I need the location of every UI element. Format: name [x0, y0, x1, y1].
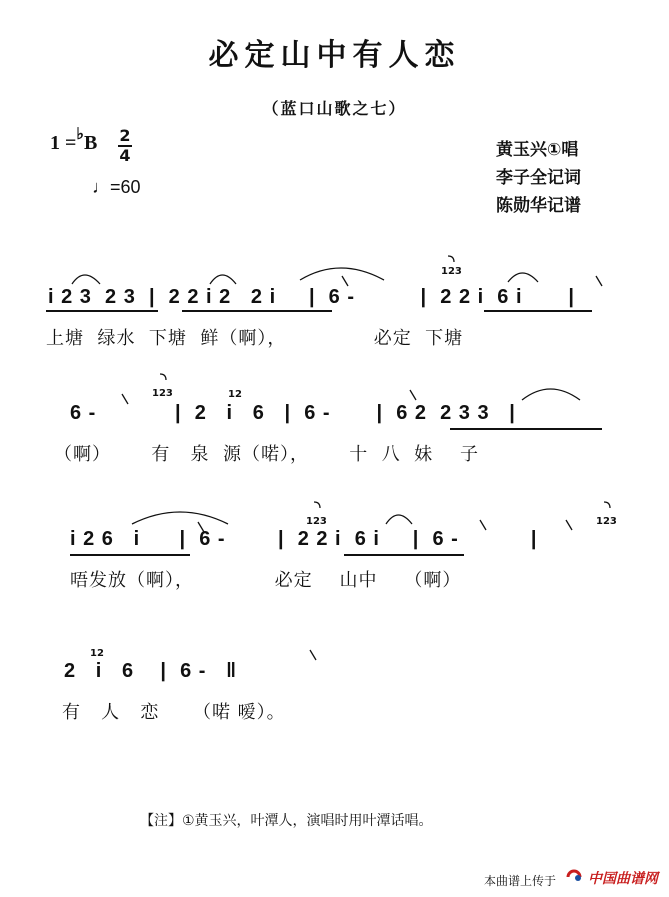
- grace-note: 123: [596, 516, 617, 527]
- grace-note: 12: [228, 389, 242, 400]
- notes-system-2: 6 - | 2 i 6 | 6 - | 6 2 2 3 3 |: [70, 402, 516, 424]
- glide-mark: [198, 522, 204, 532]
- lyrics-system-4: 有 人 恋 （喏 嗳）。: [62, 702, 286, 723]
- grace-note: 123: [152, 388, 173, 399]
- notes-system-1: i 2 3 2 3 | 2 2 i 2 2 i | 6 - | 2 2 i 6 i |: [48, 286, 576, 308]
- grace-note: 12: [90, 648, 104, 659]
- beam: [182, 310, 332, 312]
- glide-mark: [566, 520, 572, 530]
- glide-mark: [410, 390, 416, 400]
- slur: [386, 515, 412, 524]
- beam: [344, 554, 464, 556]
- tempo-value: =60: [110, 177, 141, 197]
- grace-note: 123: [306, 516, 327, 527]
- notes-system-3: i 2 6 i | 6 - | 2 2 i 6 i | 6 - |: [70, 528, 538, 550]
- slur: [132, 512, 228, 524]
- beam: [70, 554, 190, 556]
- lyrics-system-1: 上塘 绿水 下塘 鲜（啊）， 必定 下塘: [46, 328, 464, 349]
- slur: [210, 275, 236, 284]
- meter-bottom: 4: [119, 146, 131, 165]
- quarter-note-icon: ♩: [92, 177, 110, 197]
- grace-hook: [448, 256, 454, 262]
- credit-singer: 黄玉兴①唱: [496, 140, 579, 160]
- grace-hook: [314, 502, 320, 508]
- credit-lyrics: 李子全记词: [496, 168, 581, 188]
- upload-credit: 本曲谱上传于: [484, 874, 557, 888]
- glide-mark: [122, 394, 128, 404]
- flat-sign: ♭: [76, 126, 84, 143]
- key-prefix: 1 =: [50, 132, 77, 154]
- grace-hook: [604, 502, 610, 508]
- slur: [508, 273, 538, 282]
- credit-score: 陈勋华记谱: [496, 196, 581, 216]
- lyrics-system-2: （啊） 有 泉 源（喏）， 十 八 妹 子: [54, 444, 480, 465]
- grace-note: 123: [441, 266, 462, 277]
- slur: [300, 268, 384, 280]
- beam: [46, 310, 158, 312]
- beam: [450, 428, 602, 430]
- meter-top: 2: [119, 126, 131, 145]
- glide-mark: [342, 276, 348, 286]
- slur: [522, 389, 580, 400]
- song-subtitle: （蓝口山歌之七）: [262, 99, 407, 118]
- glide-mark: [596, 276, 602, 286]
- glide-mark: [310, 650, 316, 660]
- beam: [484, 310, 592, 312]
- song-title: 必定山中有人恋: [208, 38, 461, 73]
- key-note: B: [83, 132, 98, 154]
- site-name-link[interactable]: 中国曲谱网: [588, 871, 658, 887]
- notes-system-4: 2 i 6 | 6 - ‖: [64, 660, 238, 682]
- site-logo-icon: [566, 869, 584, 885]
- grace-hook: [160, 374, 166, 380]
- glide-mark: [480, 520, 486, 530]
- lyrics-system-3: 唔发放（啊）， 必定 山中 （啊）: [70, 570, 462, 591]
- slur: [72, 275, 100, 284]
- footnote: 【注】①黄玉兴，叶潭人，演唱时用叶潭话唱。: [140, 813, 433, 829]
